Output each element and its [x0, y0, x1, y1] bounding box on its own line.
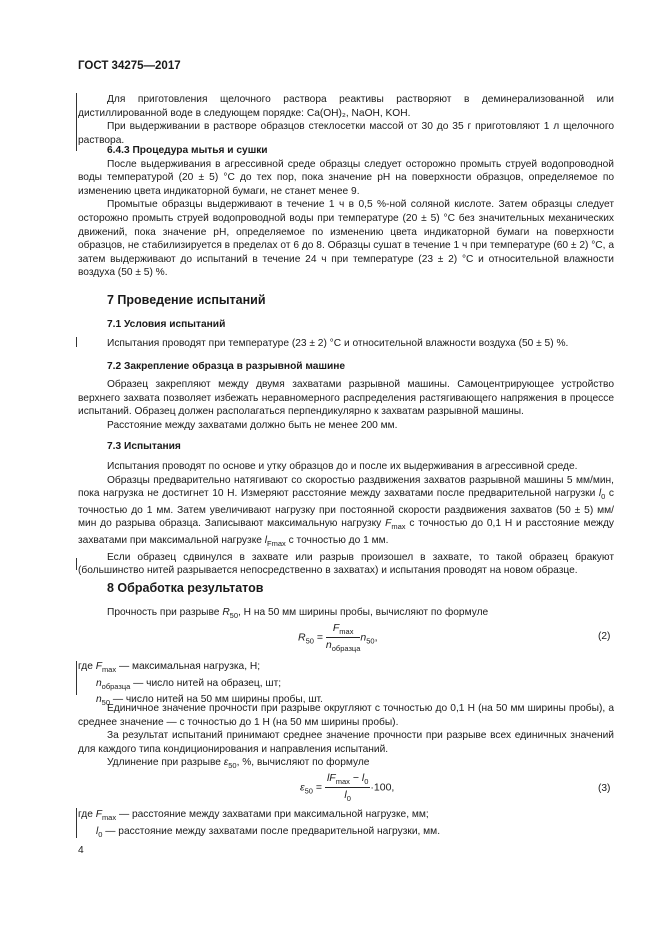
subsection-6-4-3 [78, 144, 614, 280]
paragraph: За результат испытаний принимают среднее значение прочности при разрыве всех единичных значений для каждого типа кондиционирования и направления испытаний. [78, 730, 614, 755]
section-title: 8 Обработка результатов [107, 581, 264, 595]
symbol-l: l [361, 772, 365, 784]
symbol-n: n [360, 631, 367, 644]
symbol-R: R [222, 607, 230, 618]
symbol-R: R [298, 631, 306, 644]
symbol-sub: max [391, 522, 406, 532]
symbol-F: F [329, 772, 336, 784]
symbol-F: F [332, 622, 340, 634]
section-7-1-text [78, 337, 614, 351]
symbol-sub: Fmax [267, 539, 286, 549]
text-run: Прочность при разрыве [107, 607, 223, 618]
symbol-sub: 0 [98, 829, 103, 839]
symbol-sub: 50 [304, 786, 313, 796]
section-8-intro [78, 606, 614, 623]
section-8 [78, 582, 614, 596]
symbol-sub: max [339, 627, 354, 637]
symbol-n: n [325, 639, 332, 652]
equation-number: (2) [598, 631, 611, 642]
where-list-2 [78, 808, 614, 841]
paragraph [78, 474, 614, 551]
subsection-title: 7.2 Закрепление образца в разрывной машине [107, 361, 346, 372]
paragraph: Испытания проводят по основе и утку образцов до и после их выдерживания в агрессивной среде. [107, 461, 578, 472]
symbol-sub: 50 [229, 611, 239, 621]
change-bar [76, 558, 77, 570]
symbol-l: l [264, 535, 268, 547]
where-label: где [78, 661, 96, 672]
text-run: , Н на 50 мм ширины пробы, вычисляют по формуле [238, 607, 489, 618]
fraction [326, 622, 360, 653]
symbol-F: F [95, 809, 102, 820]
fraction [325, 772, 370, 803]
text-run: , %, вычисляют по формуле [236, 757, 370, 769]
symbol-sub: 0 [601, 492, 606, 502]
change-bar [76, 661, 77, 695]
symbol-sub: образца [331, 644, 361, 654]
symbol-F: F [95, 661, 102, 672]
section-7-1 [78, 318, 614, 332]
paragraph: Если образец сдвинулся в захвате или разрыв произошел в захвате, то такой образец бракуют (большинство нитей разрывается непосредственно в захватах) и испытания проводят на новом образце. [78, 551, 614, 577]
change-bar [76, 93, 77, 151]
equals-sign: = [316, 631, 323, 644]
numerator [325, 772, 370, 788]
numerator [326, 622, 360, 638]
symbol-l: l [344, 789, 347, 802]
subsection-title: 7.1 Условия испытаний [107, 319, 226, 330]
formula-tail: 100, [373, 781, 395, 794]
symbol-sub: max [101, 665, 117, 675]
subsection-title: 7.3 Испытания [107, 441, 181, 452]
paragraph: Для приготовления щелочного раствора реактивы растворяют в деминерализованной или дистиллированной воде в следующем порядке: Ca(OH)₂, NaOH, KOH. [78, 94, 614, 119]
text-run: с точностью до 0,1 Н и расстояние между захватами при максимальной нагрузке [78, 518, 614, 547]
symbol-n: n [96, 694, 102, 706]
alkaline-solution-text [78, 93, 614, 147]
formula-3 [300, 772, 394, 803]
symbol-sub: образца [101, 681, 131, 691]
paragraph: Расстояние между захватами должно быть не менее 200 мм. [107, 419, 398, 431]
section-7-3-text [78, 460, 614, 578]
change-bar [76, 337, 77, 347]
paragraph: Образец закрепляют между двумя захватами разрывной машины. Самоцентрирующее устройство верхнего захвата позволяет избежать неравномерного распределения растягивающего напряжения в процессе испытаний. Образец должен располагаться перпендикулярно к захватам разрывной машины. [78, 379, 614, 418]
paragraph: Испытания проводят при температуре (23 ± 2) °C и относительной влажности воздуха (50 ± 5) %. [107, 338, 569, 349]
equals-sign: = [315, 781, 323, 794]
text-run: Образцы предварительно натягивают со скоростью раздвижения захватов разрывной машины 5 мм/мин, пока нагрузка не достигнет 10 Н. Измеряют расстояние между захватами после предварительной нагрузки [78, 474, 614, 500]
subsection-title: 6.4.3 Процедура мытья и сушки [107, 145, 268, 156]
text-run: с точностью до 1 мм. Затем увеличивают нагрузку при постоянной скорости раздвижения захватов (50 ± 5) мм/мин до разрыва образца. Записывают максимальную нагрузку [78, 488, 614, 530]
paragraph: После выдерживания в агрессивной среде образцы следует осторожно промыть струей водопроводной воды температурой (20 ± 5) °C до тех пор, пока значение pH на поверхности образцов, определяемое по изменению цвета индикаторной бумаги, не станет менее 9. [78, 158, 614, 197]
symbol-sub: 50 [305, 636, 314, 646]
text-run: — число нитей на образец, шт; [130, 677, 282, 689]
equation-number: (3) [598, 783, 611, 794]
text-run: — число нитей на 50 мм ширины пробы, шт. [110, 694, 323, 706]
symbol-epsilon: ε [300, 781, 305, 794]
paragraph [78, 606, 614, 623]
multiply-dot: · [370, 781, 374, 794]
minus-sign: − [352, 772, 359, 784]
change-bar [76, 808, 77, 838]
section-7-2 [78, 360, 614, 374]
comma: , [374, 631, 378, 644]
where-line [78, 808, 614, 825]
symbol-sub: 0 [364, 777, 369, 787]
denominator [326, 638, 360, 653]
section-8-text [78, 702, 614, 773]
paragraph: При выдерживании в растворе образцов стеклосетки массой от 30 до 35 г приготовляют 1 л щелочного раствора. [78, 121, 614, 146]
symbol-epsilon: ε [223, 757, 229, 769]
text-run: — расстояние между захватами после предварительной нагрузки, мм. [102, 825, 441, 837]
section-7-3 [78, 440, 614, 454]
text-run: Удлинение при разрыве [107, 757, 224, 769]
denominator [325, 788, 370, 803]
where-label: где [78, 809, 96, 820]
where-line [78, 825, 614, 842]
page-number: 4 [78, 845, 84, 856]
text-run: — расстояние между захватами при максимальной нагрузке, мм; [116, 809, 429, 820]
paragraph: Единичное значение прочности при разрыве округляют с точностью до 0,1 Н (на 50 мм ширины пробы), а среднее значение — с точностью до 1 Н (на 50 мм ширины пробы). [78, 703, 614, 728]
text-run: — максимальная нагрузка, Н; [116, 661, 261, 672]
symbol-sub: 50 [228, 761, 237, 771]
symbol-n: n [96, 677, 102, 689]
paragraph: Промытые образцы выдерживают в течение 1 ч в 0,5 %-ной соляной кислоте. Затем образцы следует осторожно промыть струей водопроводной воды при температуре (20 ± 5) °C без значительных механических движений, пока значение pH, определяемое по изменению цвета индикаторной бумаги на поверхности образцов, не стабилизируется в пределах от 6 до 8. Образцы сушат в течение 1 ч при температуре (60 ± 2) °C, а затем выдерживают до испытаний в течение 24 ч при температуре (23 ± 2) °C и относительной влажности воздуха (50 ± 5) %. [78, 199, 614, 279]
section-7 [78, 294, 614, 308]
where-line [78, 660, 614, 677]
symbol-l: l [598, 488, 602, 500]
text-run: с точностью до 1 мм. [285, 535, 389, 547]
symbol-sub: max [335, 777, 350, 787]
symbol-sub: 50 [366, 636, 375, 646]
paragraph [78, 756, 614, 773]
symbol-sub: 0 [346, 794, 351, 804]
symbol-sub: max [101, 813, 117, 823]
symbol-F: F [385, 518, 392, 530]
where-line [78, 677, 614, 694]
symbol-sub: 50 [101, 698, 111, 708]
symbol-l: l [96, 825, 99, 837]
document-header: ГОСТ 34275—2017 [78, 60, 181, 72]
section-title: 7 Проведение испытаний [107, 293, 266, 307]
symbol-l: l [326, 772, 330, 784]
section-7-2-text [78, 378, 614, 432]
formula-2 [298, 622, 378, 653]
